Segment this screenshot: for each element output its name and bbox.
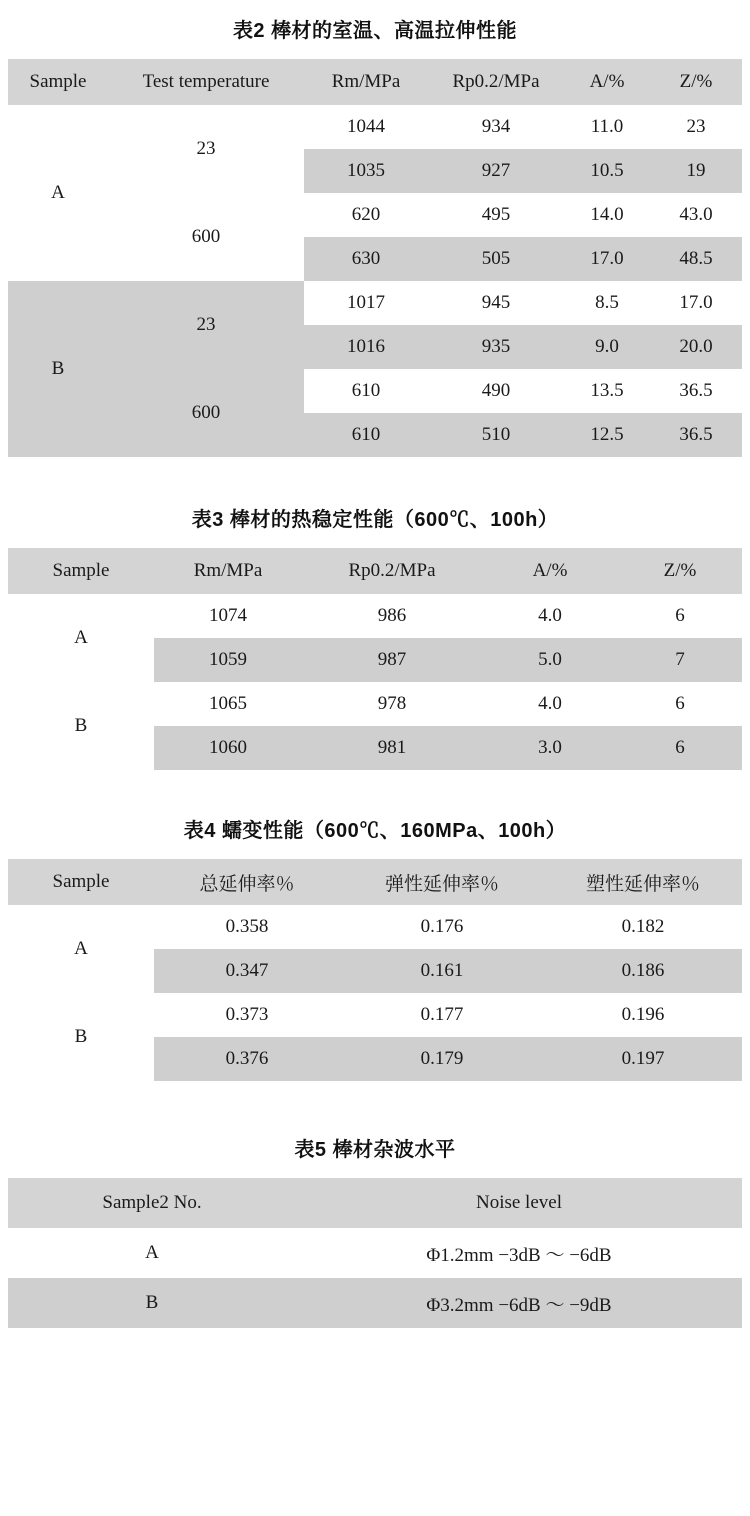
table2-cell-rp: 934 [428, 105, 564, 149]
table-row [8, 682, 742, 726]
table5-caption [0, 1133, 750, 1162]
table-row [8, 281, 742, 325]
table2-cell-rm: 1016 [304, 325, 428, 369]
table2-header-cell: Sample [8, 59, 108, 105]
table3-caption-text: 棒材的热稳定性能（600℃、100h） [229, 509, 559, 531]
table3-header-cell: Rm/MPa [154, 548, 302, 594]
table2-cell-z: 36.5 [650, 413, 742, 457]
table-row [8, 369, 742, 413]
table-row [8, 905, 742, 949]
table2-cell-a: 14.0 [564, 193, 650, 237]
table3-cell-rm: 1065 [154, 682, 302, 726]
table3-cell-rp: 986 [302, 594, 482, 638]
table2-cell-z: 19 [650, 149, 742, 193]
table4-cell-plastic: 0.197 [544, 1037, 742, 1081]
table4-sample-cell: B [8, 993, 154, 1081]
table2-header-cell: Z/% [650, 59, 742, 105]
table4-cell-elastic: 0.176 [340, 905, 544, 949]
table5-sample-cell: B [8, 1278, 296, 1328]
table4-block [0, 814, 750, 1081]
table2-caption-text: 棒材的室温、高温拉伸性能 [271, 20, 518, 42]
table5-header-cell: Noise level [296, 1178, 742, 1228]
table4-cell-plastic: 0.186 [544, 949, 742, 993]
table3-cell-a: 5.0 [482, 638, 618, 682]
table2-cell-rp: 510 [428, 413, 564, 457]
table2-cell-z: 48.5 [650, 237, 742, 281]
table5-noise-cell: Φ1.2mm −3dB ～ −6dB [296, 1228, 742, 1278]
table2-temperature-cell: 23 [108, 105, 304, 193]
table5-block [0, 1133, 750, 1328]
table4-caption-text: 蠕变性能（600℃、160MPa、100h） [221, 820, 567, 842]
table3-cell-a: 4.0 [482, 682, 618, 726]
table2-cell-rm: 610 [304, 413, 428, 457]
table4 [8, 859, 742, 1081]
table2-temperature-cell: 600 [108, 193, 304, 281]
table3-cell-z: 7 [618, 638, 742, 682]
table2-temperature-cell: 23 [108, 281, 304, 369]
table2-cell-a: 17.0 [564, 237, 650, 281]
table3-cell-z: 6 [618, 594, 742, 638]
table2-cell-rp: 945 [428, 281, 564, 325]
table4-cell-elastic: 0.161 [340, 949, 544, 993]
table-row [8, 993, 742, 1037]
table2-header-row [8, 59, 742, 105]
table3 [8, 548, 742, 770]
table3-header-row [8, 548, 742, 594]
table2-cell-rp: 495 [428, 193, 564, 237]
table2-cell-a: 13.5 [564, 369, 650, 413]
table2-header-cell: Rp0.2/MPa [428, 59, 564, 105]
table5-header-cell: Sample2 No. [8, 1178, 296, 1228]
table2-cell-rp: 935 [428, 325, 564, 369]
table4-header-cell: 塑性延伸率％ [544, 859, 742, 905]
table3-cell-rm: 1074 [154, 594, 302, 638]
table2-cell-rp: 927 [428, 149, 564, 193]
table3-header-cell: Sample [8, 548, 154, 594]
table4-header-cell: 弹性延伸率％ [340, 859, 544, 905]
table4-cell-total: 0.358 [154, 905, 340, 949]
table2-cell-z: 43.0 [650, 193, 742, 237]
table2-cell-a: 8.5 [564, 281, 650, 325]
table2-cell-rm: 1017 [304, 281, 428, 325]
table2-header-cell: Test temperature [108, 59, 304, 105]
table3-cell-rp: 978 [302, 682, 482, 726]
table4-sample-cell: A [8, 905, 154, 993]
table3-sample-cell: B [8, 682, 154, 770]
table3-header-cell: Z/% [618, 548, 742, 594]
table3-caption [0, 503, 750, 532]
table3-sample-cell: A [8, 594, 154, 682]
table5-sample-cell: A [8, 1228, 296, 1278]
table2-cell-rm: 1035 [304, 149, 428, 193]
table-row [8, 594, 742, 638]
table3-cell-z: 6 [618, 682, 742, 726]
table5-caption-text: 棒材杂波水平 [332, 1139, 456, 1161]
table2-cell-z: 36.5 [650, 369, 742, 413]
table4-cell-total: 0.373 [154, 993, 340, 1037]
table2-sample-cell: B [8, 281, 108, 457]
table2-cell-a: 9.0 [564, 325, 650, 369]
table4-header-cell: 总延伸率％ [154, 859, 340, 905]
table4-cell-elastic: 0.179 [340, 1037, 544, 1081]
table3-header-cell: Rp0.2/MPa [302, 548, 482, 594]
table2-cell-rp: 505 [428, 237, 564, 281]
table2-cell-z: 23 [650, 105, 742, 149]
table5-noise-cell: Φ3.2mm −6dB ～ −9dB [296, 1278, 742, 1328]
table2-cell-a: 12.5 [564, 413, 650, 457]
table4-header-row [8, 859, 742, 905]
table3-cell-rm: 1059 [154, 638, 302, 682]
table3-cell-a: 3.0 [482, 726, 618, 770]
table5-header-row [8, 1178, 742, 1228]
table4-cell-plastic: 0.196 [544, 993, 742, 1037]
table2-cell-rm: 620 [304, 193, 428, 237]
table2-caption [0, 14, 750, 43]
table3-cell-rp: 981 [302, 726, 482, 770]
table3-cell-a: 4.0 [482, 594, 618, 638]
table3-cell-rp: 987 [302, 638, 482, 682]
table3-header-cell: A/% [482, 548, 618, 594]
table-row [8, 1228, 742, 1278]
table4-header-cell: Sample [8, 859, 154, 905]
table2-cell-a: 11.0 [564, 105, 650, 149]
table5 [8, 1178, 742, 1328]
table2-header-cell: A/% [564, 59, 650, 105]
table-row [8, 193, 742, 237]
table2-cell-a: 10.5 [564, 149, 650, 193]
table2-cell-rm: 610 [304, 369, 428, 413]
table2-cell-rm: 630 [304, 237, 428, 281]
table3-caption-number: 表3 [191, 509, 224, 531]
table2-caption-number: 表2 [232, 20, 266, 42]
table2-sample-cell: A [8, 105, 108, 281]
table2-cell-rm: 1044 [304, 105, 428, 149]
table2-cell-rp: 490 [428, 369, 564, 413]
table4-caption [0, 814, 750, 843]
table4-cell-total: 0.376 [154, 1037, 340, 1081]
table3-cell-z: 6 [618, 726, 742, 770]
table4-cell-plastic: 0.182 [544, 905, 742, 949]
table2 [8, 59, 742, 457]
table4-caption-number: 表4 [183, 820, 216, 842]
table-row [8, 1278, 742, 1328]
table3-cell-rm: 1060 [154, 726, 302, 770]
table2-header-cell: Rm/MPa [304, 59, 428, 105]
table2-temperature-cell: 600 [108, 369, 304, 457]
table5-caption-number: 表5 [294, 1139, 327, 1161]
table2-block [0, 14, 750, 457]
table-row [8, 105, 742, 149]
table2-cell-z: 20.0 [650, 325, 742, 369]
table3-block [0, 503, 750, 770]
table2-cell-z: 17.0 [650, 281, 742, 325]
table4-cell-elastic: 0.177 [340, 993, 544, 1037]
table4-cell-total: 0.347 [154, 949, 340, 993]
